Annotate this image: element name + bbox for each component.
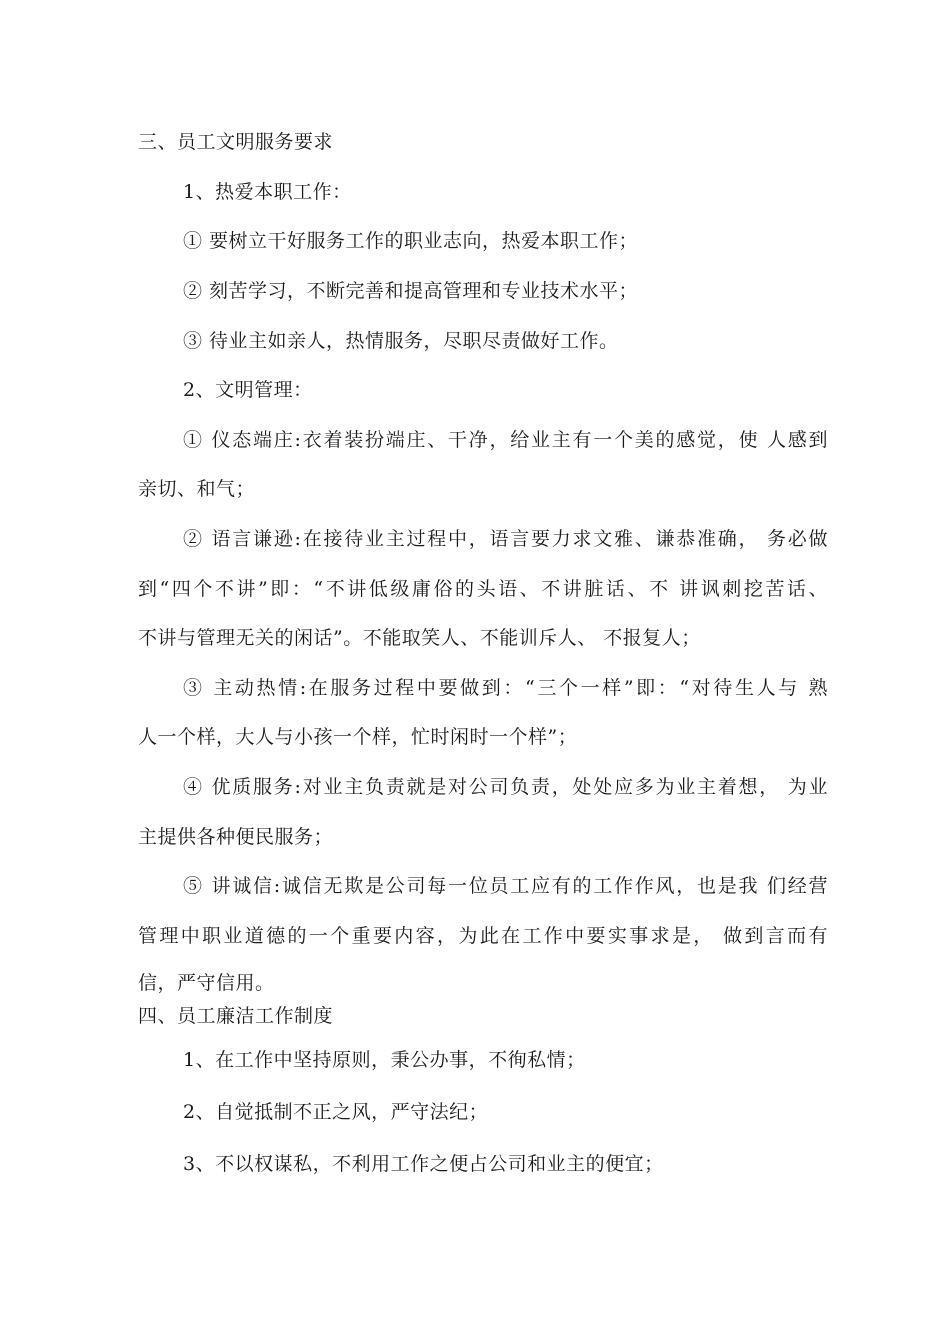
- item-2-point-2-line-2: 到“四个不讲”即：“不讲低级庸俗的头语、不讲脏话、不 讲讽刺挖苦话、: [138, 578, 828, 600]
- item-1-title: 1、热爱本职工作：: [183, 181, 352, 203]
- item-2-point-2-line-3: 不讲与管理无关的闲话”。不能取笑人、不能训斥人、 不报复人；: [138, 627, 701, 649]
- item-2-point-5-line-2: 管理中职业道德的一个重要内容，为此在工作中要实事求是， 做到言而有: [138, 925, 828, 947]
- section-heading-3: 三、员工文明服务要求: [138, 131, 334, 153]
- item-2-point-3-line-1: ③ 主动热情:在服务过程中要做到：“三个一样”即：“对待生人与 熟: [183, 677, 828, 699]
- rule-1: 1、在工作中坚持原则，秉公办事，不徇私情；: [183, 1049, 586, 1071]
- item-2-point-1-line-1: ① 仪态端庄:衣着装扮端庄、干净，给业主有一个美的感觉，使 人感到: [183, 429, 828, 451]
- section-heading-4: 四、员工廉洁工作制度: [138, 1005, 334, 1027]
- item-2-point-4-line-2: 主提供各种便民服务；: [138, 826, 334, 848]
- item-2-point-4-line-1: ④ 优质服务:对业主负责就是对公司负责，处处应多为业主着想， 为业: [183, 776, 828, 798]
- item-2-point-3-line-2: 人一个样，大人与小孩一个样，忙时闲时一个样”；: [138, 726, 578, 748]
- item-2-point-1-line-2: 亲切、和气；: [138, 478, 256, 500]
- item-2-point-5-line-3: 信，严守信用。: [138, 972, 275, 994]
- item-2-title: 2、文明管理：: [183, 379, 313, 401]
- item-1-point-2: ② 刻苦学习，不断完善和提高管理和专业技术水平；: [183, 280, 639, 302]
- rule-2: 2、自觉抵制不正之风，严守法纪；: [183, 1101, 489, 1123]
- item-2-point-5-line-1: ⑤ 讲诚信:诚信无欺是公司每一位员工应有的工作作风，也是我 们经营: [183, 875, 828, 897]
- item-1-point-3: ③ 待业主如亲人，热情服务，尽职尽责做好工作。: [183, 330, 619, 352]
- item-1-point-1: ① 要树立干好服务工作的职业志向，热爱本职工作；: [183, 230, 639, 252]
- rule-3: 3、不以权谋私，不利用工作之便占公司和业主的便宜；: [183, 1153, 664, 1175]
- item-2-point-2-line-1: ② 语言谦逊:在接待业主过程中，语言要力求文雅、谦恭准确， 务必做: [183, 528, 828, 550]
